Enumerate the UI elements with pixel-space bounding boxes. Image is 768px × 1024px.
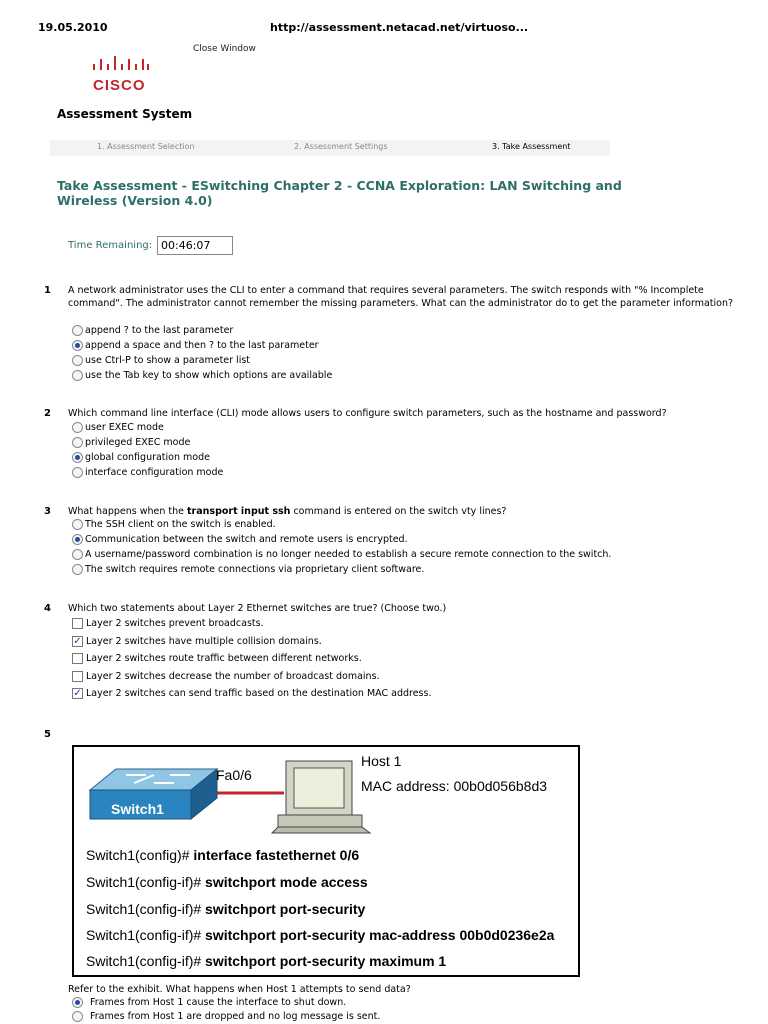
question-number: 3 [44, 506, 51, 517]
answer-option[interactable] [72, 633, 431, 651]
answer-option[interactable] [72, 450, 223, 465]
answer-option[interactable] [72, 517, 611, 532]
radio-button[interactable] [72, 1011, 83, 1022]
question-4-options [72, 615, 431, 703]
radio-button[interactable] [72, 325, 83, 336]
radio-button-selected[interactable] [72, 997, 83, 1008]
answer-option[interactable] [72, 615, 431, 633]
cli-prompt: Switch1(config-if)# [86, 874, 202, 890]
radio-button[interactable] [72, 370, 83, 381]
answer-option[interactable] [72, 995, 380, 1009]
option-label: global configuration mode [85, 452, 210, 463]
answer-option[interactable] [72, 420, 223, 435]
system-title: Assessment System [57, 107, 193, 121]
question-number: 4 [44, 603, 51, 614]
time-remaining-label: Time Remaining: [68, 240, 153, 251]
radio-button[interactable] [72, 549, 83, 560]
answer-option[interactable] [72, 547, 611, 562]
option-label: The SSH client on the switch is enabled. [85, 519, 276, 530]
cli-prompt: Switch1(config-if)# [86, 953, 202, 969]
answer-option[interactable] [72, 368, 332, 383]
cli-command: switchport port-security mac-address 00b0d0236e2a [205, 927, 555, 943]
question-text-part: command is entered on the switch vty lines? [290, 506, 507, 517]
radio-button[interactable] [72, 519, 83, 530]
config-command-line [86, 847, 359, 863]
answer-option[interactable] [72, 562, 611, 577]
cli-command: interface fastethernet 0/6 [193, 847, 360, 863]
cisco-logo [88, 52, 152, 92]
cli-prompt: Switch1(config-if)# [86, 901, 202, 917]
checkbox[interactable] [72, 653, 83, 664]
print-url: http://assessment.netacad.net/virtuoso... [270, 21, 529, 34]
checkbox[interactable] [72, 618, 83, 629]
question-text: Which two statements about Layer 2 Ethernet switches are true? (Choose two.) [68, 603, 447, 614]
option-label: Layer 2 switches prevent broadcasts. [86, 618, 264, 630]
time-remaining-value: 00:46:07 [157, 236, 233, 255]
question-2-options [72, 420, 223, 480]
question-3-options [72, 517, 611, 577]
cisco-wordmark: CISCO [93, 77, 146, 94]
question-1-options [72, 323, 332, 383]
answer-option[interactable] [72, 323, 332, 338]
answer-option[interactable] [72, 338, 332, 353]
cli-prompt: Switch1(config)# [86, 847, 190, 863]
config-command-line [86, 874, 368, 890]
option-label: Layer 2 switches route traffic between different networks. [86, 653, 362, 665]
option-label: Communication between the switch and remote users is encrypted. [85, 534, 408, 545]
switch-label: Switch1 [111, 801, 164, 817]
option-label: user EXEC mode [85, 422, 164, 433]
radio-button[interactable] [72, 467, 83, 478]
question-text: Which command line interface (CLI) mode allows users to configure switch parameters, such as the hostname and password? [68, 408, 667, 419]
cli-command: switchport port-security [205, 901, 366, 917]
port-label: Fa0/6 [216, 767, 252, 783]
answer-option[interactable] [72, 668, 431, 686]
option-label: A username/password combination is no longer needed to establish a secure remote connection to the switch. [85, 549, 612, 560]
option-label: use Ctrl-P to show a parameter list [85, 355, 251, 366]
checkbox[interactable] [72, 671, 83, 682]
answer-option[interactable] [72, 465, 223, 480]
topology-diagram [74, 747, 578, 847]
config-command-line [86, 927, 554, 943]
page-title: Take Assessment - ESwitching Chapter 2 - CCNA Exploration: LAN Switching and Wireless (Version 4.0) [57, 178, 622, 208]
answer-option[interactable] [72, 650, 431, 668]
cli-prompt: Switch1(config-if)# [86, 927, 202, 943]
radio-button[interactable] [72, 422, 83, 433]
answer-option[interactable] [72, 685, 431, 703]
question-text: A network administrator uses the CLI to enter a command that requires several parameters. The switch responds with "% Incomplete command". The administrator cannot remember the missing parameters. What can the administrator do to get the parameter information? [68, 285, 734, 309]
cli-command: switchport port-security maximum 1 [205, 953, 447, 969]
host-label: Host 1 [361, 753, 402, 769]
question-number: 5 [44, 729, 51, 740]
answer-option[interactable] [72, 1009, 380, 1023]
close-window-link[interactable]: Close Window [193, 44, 256, 54]
option-label: Layer 2 switches can send traffic based on the destination MAC address. [86, 688, 432, 700]
radio-button[interactable] [72, 437, 83, 448]
checkbox-checked[interactable]: ✓ [73, 635, 82, 647]
question-5-options [72, 995, 380, 1023]
option-label: append a space and then ? to the last parameter [85, 340, 319, 351]
step-assessment-settings[interactable]: 2. Assessment Settings [294, 142, 388, 151]
option-label: Layer 2 switches have multiple collision domains. [86, 635, 322, 647]
option-label: Layer 2 switches decrease the number of broadcast domains. [86, 670, 380, 682]
option-label: use the Tab key to show which options are available [85, 370, 333, 381]
option-label: interface configuration mode [85, 467, 224, 478]
checkbox-checked[interactable]: ✓ [73, 688, 82, 700]
option-label: Frames from Host 1 are dropped and no log message is sent. [90, 1010, 381, 1022]
option-label: The switch requires remote connections via proprietary client software. [85, 564, 425, 575]
question-number: 2 [44, 408, 51, 419]
answer-option[interactable] [72, 435, 223, 450]
step-assessment-selection[interactable]: 1. Assessment Selection [97, 142, 195, 151]
option-label: Frames from Host 1 cause the interface to shut down. [90, 996, 347, 1008]
question-number: 1 [44, 285, 51, 296]
radio-button-selected[interactable] [72, 340, 83, 351]
question-text-part: What happens when the [68, 506, 188, 517]
option-label: privileged EXEC mode [85, 437, 191, 448]
cisco-bars-icon [88, 52, 152, 74]
exhibit-figure [72, 745, 580, 977]
question-text: Refer to the exhibit. What happens when Host 1 attempts to send data? [68, 984, 411, 995]
config-command-line [86, 901, 365, 917]
steps-bar [50, 140, 610, 156]
option-label: append ? to the last parameter [85, 325, 234, 336]
config-command-line [86, 953, 446, 969]
answer-option[interactable] [72, 532, 611, 547]
radio-button[interactable] [72, 564, 83, 575]
radio-button-selected[interactable] [72, 452, 83, 463]
host-pc-icon [272, 761, 370, 833]
radio-button[interactable] [72, 355, 83, 366]
question-text-command: transport input ssh [187, 506, 291, 517]
mac-address-label: MAC address: 00b0d056b8d3 [361, 778, 548, 794]
cli-command: switchport mode access [205, 874, 368, 890]
print-date: 19.05.2010 [38, 21, 108, 34]
radio-button-selected[interactable] [72, 534, 83, 545]
answer-option[interactable] [72, 353, 332, 368]
step-take-assessment: 3. Take Assessment [492, 142, 571, 151]
